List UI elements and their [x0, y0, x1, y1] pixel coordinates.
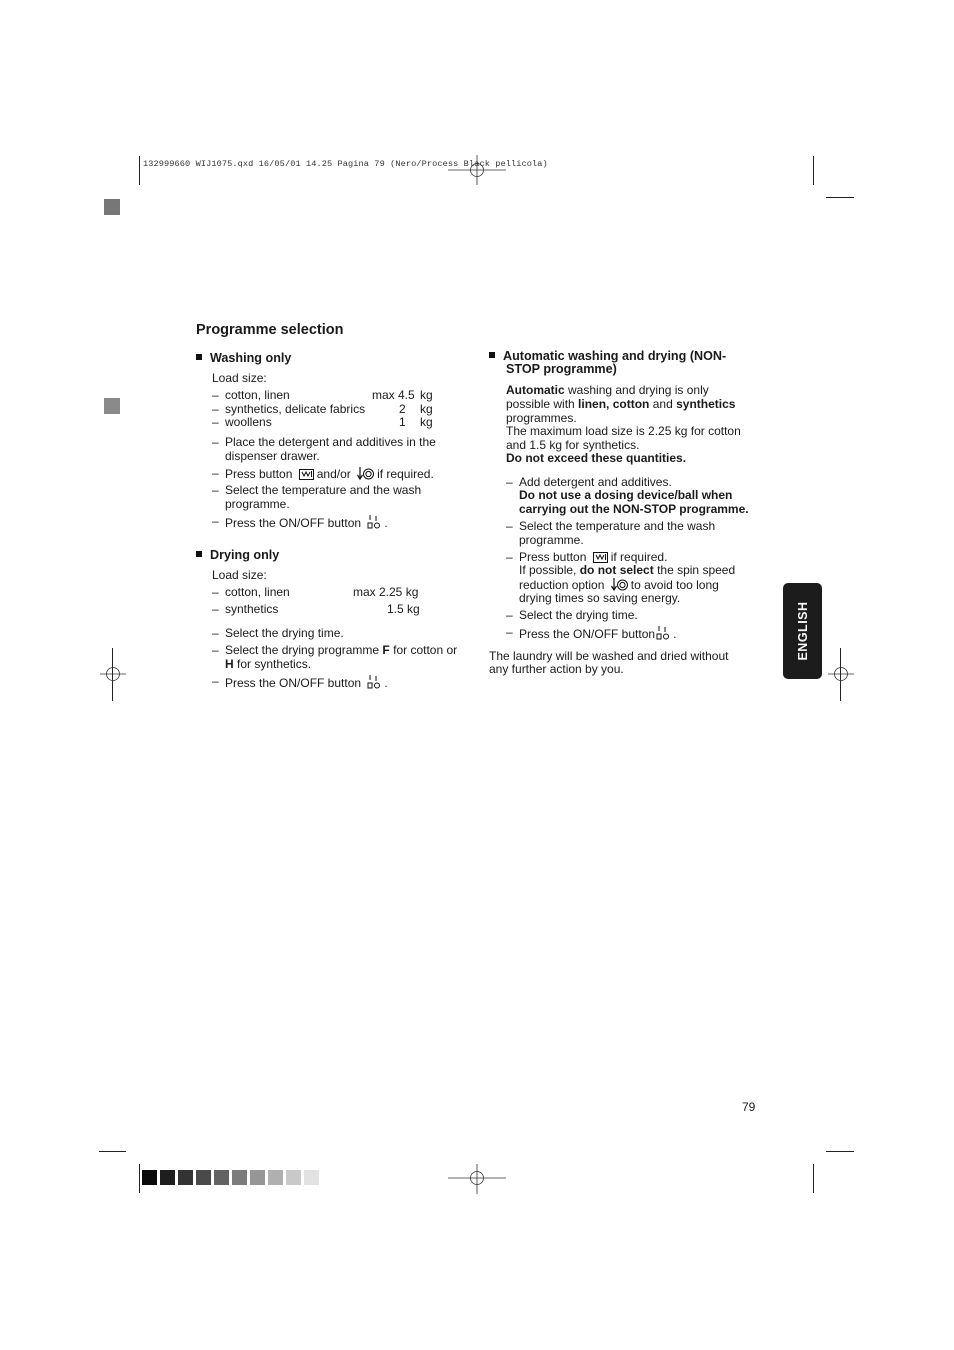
color-swatch	[178, 1170, 193, 1185]
registration-mark-top	[448, 155, 506, 185]
drying-load-label: Load size:	[212, 568, 267, 582]
on-off-button-icon	[656, 626, 670, 640]
color-swatch	[232, 1170, 247, 1185]
gray-marker-top	[104, 199, 120, 215]
color-swatch	[160, 1170, 175, 1185]
slug-line: 132999660 WIJ1075.qxd 16/05/01 14.25 Pagina 79 (Nero/Process Black pellicola)	[143, 159, 548, 169]
page-title: Programme selection	[196, 322, 344, 338]
prewash-button-icon	[299, 468, 314, 480]
on-off-button-icon	[367, 515, 381, 529]
color-swatch	[214, 1170, 229, 1185]
color-swatch	[268, 1170, 283, 1185]
gray-marker-mid	[104, 398, 120, 414]
registration-mark-right	[828, 660, 854, 688]
prewash-button-icon	[593, 551, 608, 563]
color-swatch	[250, 1170, 265, 1185]
language-tab: ENGLISH	[783, 583, 822, 679]
color-swatch	[286, 1170, 301, 1185]
color-swatch	[196, 1170, 211, 1185]
washing-load-label: Load size:	[212, 371, 267, 385]
bullet-icon	[196, 551, 202, 557]
drying-heading: Drying only	[196, 548, 279, 562]
spin-reduction-icon	[611, 578, 628, 591]
bullet-icon	[489, 352, 495, 358]
spin-reduction-icon	[357, 467, 374, 480]
registration-mark-left	[100, 660, 126, 688]
on-off-button-icon	[367, 675, 381, 689]
washing-heading: Washing only	[196, 351, 291, 365]
color-swatch	[304, 1170, 319, 1185]
registration-mark-bottom	[448, 1164, 506, 1194]
color-swatch	[142, 1170, 157, 1185]
page-number: 79	[742, 1100, 756, 1114]
bullet-icon	[196, 354, 202, 360]
auto-heading: Automatic washing and drying (NON- STOP programme)	[489, 350, 726, 377]
